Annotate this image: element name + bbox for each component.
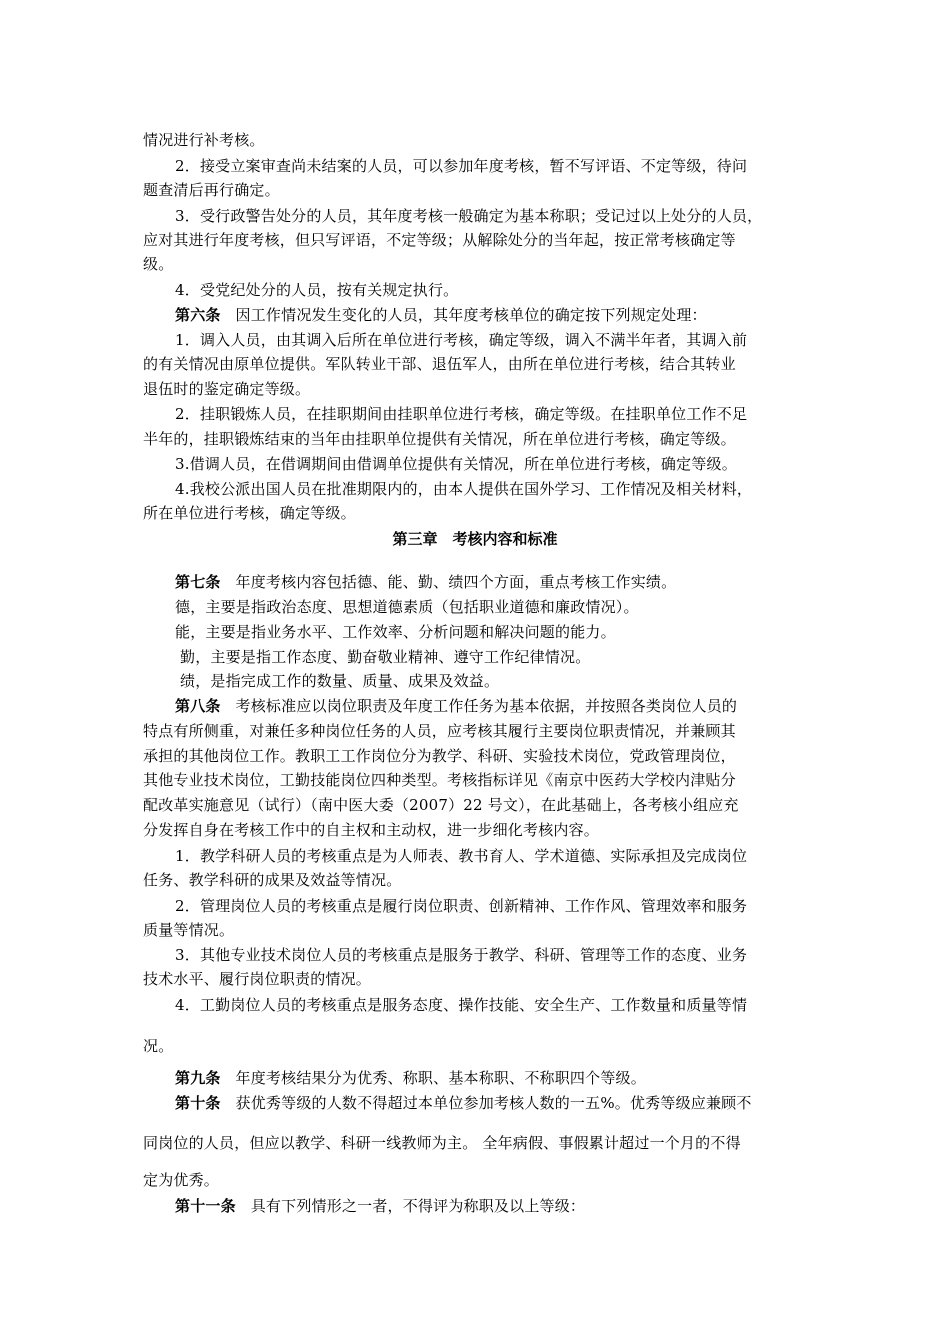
- paragraph-line: 定为优秀。: [143, 1171, 220, 1189]
- paragraph-line: 获优秀等级的人数不得超过本单位参加考核人数的一五%。优秀等级应兼顾不: [235, 1094, 752, 1112]
- article-paragraph: [175, 1067, 646, 1089]
- paragraph-line: 2．挂职锻炼人员，在挂职期间由挂职单位进行考核，确定等级。在挂职单位工作不足: [175, 405, 748, 423]
- paragraph-line: 绩，是指完成工作的数量、质量、成果及效益。: [180, 672, 500, 690]
- paragraph-line: 年度考核结果分为优秀、称职、基本称职、不称职四个等级。: [235, 1069, 646, 1087]
- paragraph-line: 具有下列情形之一者，不得评为称职及以上等级：: [250, 1197, 586, 1215]
- paragraph-line: 题查清后再行确定。: [143, 181, 280, 199]
- paragraph-line: 1．教学科研人员的考核重点是为人师表、教书育人、学术道德、实际承担及完成岗位: [175, 847, 748, 865]
- article-heading: 第七条: [175, 573, 221, 591]
- paragraph-line: 年度考核内容包括德、能、勤、绩四个方面，重点考核工作实绩。: [235, 573, 677, 591]
- paragraph-line: 承担的其他岗位工作。教职工工作岗位分为教学、科研、实验技术岗位，党政管理岗位，: [143, 747, 736, 765]
- article-heading: 第六条: [175, 306, 221, 324]
- paragraph-line: 2．管理岗位人员的考核重点是履行岗位职责、创新精神、工作作风、管理效率和服务: [175, 897, 748, 915]
- article-paragraph: [175, 304, 707, 326]
- article-heading: 第十条: [175, 1094, 221, 1112]
- paragraph-line: 勤，主要是指工作态度、勤奋敬业精神、遵守工作纪律情况。: [180, 648, 591, 666]
- paragraph-line: 其他专业技术岗位，工勤技能岗位四种类型。考核指标详见《南京中医药大学校内津贴分: [143, 771, 736, 789]
- paragraph-line: 4．工勤岗位人员的考核重点是服务态度、操作技能、安全生产、工作数量和质量等情: [175, 996, 748, 1014]
- paragraph-line: 情况进行补考核。: [143, 131, 265, 149]
- paragraph-line: 4．受党纪处分的人员，按有关规定执行。: [175, 281, 459, 299]
- paragraph-line: 德，主要是指政治态度、思想道德素质（包括职业道德和廉政情况）。: [175, 598, 639, 616]
- paragraph-line: 3.借调人员，在借调期间由借调单位提供有关情况，所在单位进行考核，确定等级。: [175, 455, 737, 473]
- paragraph-line: 所在单位进行考核，确定等级。: [143, 504, 356, 522]
- paragraph-line: 质量等情况。: [143, 921, 235, 939]
- paragraph-line: 级。: [143, 255, 174, 273]
- paragraph-line: 技术水平、履行岗位职责的情况。: [143, 970, 372, 988]
- paragraph-line: 3．受行政警告处分的人员，其年度考核一般确定为基本称职；受记过以上处分的人员，: [175, 207, 763, 225]
- paragraph-line: 的有关情况由原单位提供。军队转业干部、退伍军人，由所在单位进行考核，结合其转业: [143, 355, 736, 373]
- paragraph-line: 特点有所侧重，对兼任多种岗位任务的人员，应考核其履行主要岗位职责情况，并兼顾其: [143, 722, 736, 740]
- article-paragraph: [175, 1195, 585, 1217]
- article-paragraph: [175, 1092, 752, 1114]
- paragraph-line: 半年的，挂职锻炼结束的当年由挂职单位提供有关情况，所在单位进行考核，确定等级。: [143, 430, 736, 448]
- article-heading: 第九条: [175, 1069, 221, 1087]
- paragraph-line: 应对其进行年度考核，但只写评语，不定等级；从解除处分的当年起，按正常考核确定等: [143, 231, 736, 249]
- paragraph-line: 配改革实施意见（试行）（南中医大委（2007）22 号文），在此基础上，各考核小组应充: [143, 796, 739, 814]
- article-paragraph: [175, 571, 676, 593]
- paragraph-line: 2．接受立案审查尚未结案的人员，可以参加年度考核，暂不写评语、不定等级，待问: [175, 157, 748, 175]
- paragraph-line: 1．调入人员，由其调入后所在单位进行考核，确定等级，调入不满半年者，其调入前: [175, 331, 748, 349]
- paragraph-line: 4.我校公派出国人员在批准期限内的，由本人提供在国外学习、工作情况及相关材料，: [175, 480, 753, 498]
- paragraph-line: 3．其他专业技术岗位人员的考核重点是服务于教学、科研、管理等工作的态度、业务: [175, 946, 748, 964]
- article-heading: 第八条: [175, 697, 221, 715]
- paragraph-line: 因工作情况发生变化的人员，其年度考核单位的确定按下列规定处理：: [235, 306, 707, 324]
- paragraph-line: 况。: [143, 1037, 174, 1055]
- paragraph-line: 分发挥自身在考核工作中的自主权和主动权，进一步细化考核内容。: [143, 821, 600, 839]
- chapter-title: 第三章 考核内容和标准: [392, 530, 558, 548]
- paragraph-line: 退伍时的鉴定确定等级。: [143, 380, 311, 398]
- paragraph-line: 任务、教学科研的成果及效益等情况。: [143, 871, 402, 889]
- article-heading: 第十一条: [175, 1197, 236, 1215]
- paragraph-line: 同岗位的人员，但应以教学、科研一线教师为主。 全年病假、事假累计超过一个月的不得: [143, 1134, 741, 1152]
- article-paragraph: [175, 695, 737, 717]
- paragraph-line: 考核标准应以岗位职责及年度工作任务为基本依据，并按照各类岗位人员的: [235, 697, 738, 715]
- paragraph-line: 能，主要是指业务水平、工作效率、分析问题和解决问题的能力。: [175, 623, 616, 641]
